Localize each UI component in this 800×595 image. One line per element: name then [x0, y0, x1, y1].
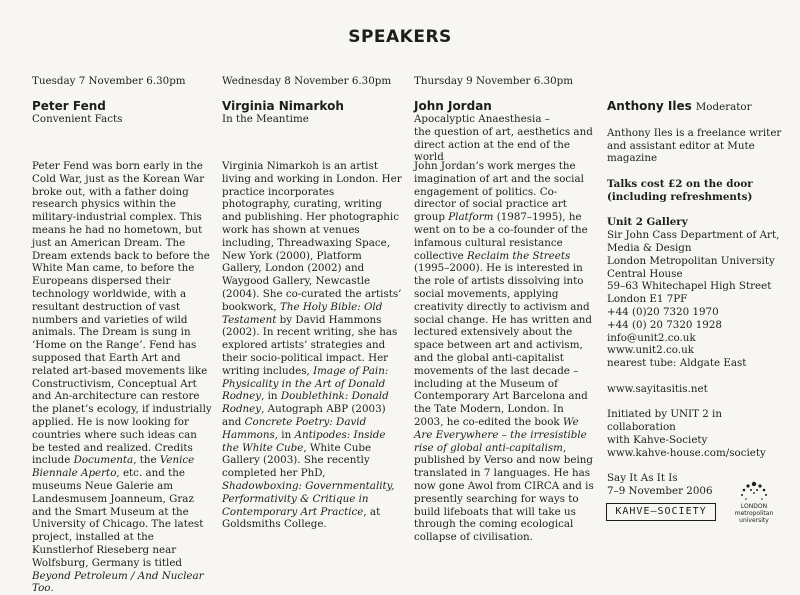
bio-paragraph [222, 160, 402, 531]
speaker-bio [222, 160, 402, 531]
ticket-cost [607, 178, 792, 204]
website-link[interactable]: www.sayitasitis.net [607, 382, 708, 395]
bio-text: . [50, 582, 54, 595]
moderator-desc [607, 127, 792, 165]
text-line: 59–63 Whitechapel High Street [607, 280, 772, 293]
bio-text: John Jordan’s work merges the imagination of art and the social engagement of politics. Co-director of social practice art group [414, 160, 584, 224]
bio-text: , at Goldsmiths College. [222, 505, 381, 531]
text-line: nearest tube: Aldgate East [607, 357, 747, 370]
lmu-dots-icon [724, 481, 784, 505]
text-line: Anthony Iles is a freelance writer [607, 126, 782, 139]
text-line: info@unit2.co.uk [607, 331, 696, 344]
text-line: the question of art, aesthetics and [414, 125, 593, 138]
bio-text: (1987–1995), he went on to be a co-founder of the infamous cultural resistance collective [414, 211, 588, 262]
speaker-column [32, 75, 212, 595]
text-line: Convenient Facts [32, 113, 123, 125]
text-line: London E1 7PF [607, 293, 688, 306]
bio-text: , in [274, 428, 295, 441]
talk-date: Tuesday 7 November 6.30pm [32, 75, 186, 87]
page-title: SPEAKERS [348, 27, 452, 47]
italic-title: Doublethink: Donald Rodney [222, 390, 389, 416]
text-line: 7–9 November 2006 [607, 485, 713, 498]
italic-title: The Holy Bible: Old Testament [222, 300, 383, 326]
lmu-logo-text [724, 503, 784, 524]
text-line: www.unit2.co.uk [607, 344, 694, 357]
text-line: www.kahve-house.com/society [607, 446, 766, 459]
bio-paragraph [414, 160, 594, 544]
italic-title: Shadowboxing: Governmentality, Performativity & Critique in Contemporary Art Practice [222, 479, 395, 518]
text-line: and assistant editor at Mute magazine [607, 139, 755, 165]
text-line: direct action at the end of the world [414, 138, 570, 164]
bio-text: , White Cube Gallery (2003). She recently completed her PhD, [222, 441, 372, 480]
text-line: London Metropolitan University [607, 254, 775, 267]
lmu-logo [724, 481, 784, 523]
bio-paragraph [32, 160, 212, 595]
bio-text: Virginia Nimarkoh is an artist living and working in London. Her practice incorporates photography, curating, writing and publishing. Her photographic work has shown at venues including, Threadwaxing Space, New York (2000), Platform Gallery, London (2002) and Waygood Gallery, Newcastle (2004). She co-curated the artists’ bookwork, [222, 160, 402, 313]
initiated-by [607, 408, 792, 459]
text-line: Central House [607, 267, 683, 280]
moderator-name [607, 99, 792, 114]
bio-text: , in [261, 390, 281, 403]
text-line: metropolitan [734, 510, 774, 517]
italic-title: We Are Everywhere – the irresistible rise of global anti-capitalism [414, 415, 587, 454]
italic-title: Venice Biennale Aperto [32, 454, 195, 480]
italic-title: Concrete Poetry: David Hammons [222, 415, 367, 441]
italic-title: Platform [448, 211, 494, 224]
italic-title: Antipodes: Inside the White Cube [222, 428, 386, 454]
venue-details [607, 229, 792, 370]
text-line: Sir John Cass Department of Art, [607, 229, 780, 242]
info-column [607, 75, 792, 498]
talk-title [32, 113, 212, 126]
speaker-column [414, 75, 594, 544]
text-line: Talks cost £2 on the door [607, 177, 753, 190]
text-line: Initiated by UNIT 2 in collaboration [607, 408, 722, 434]
bio-text: Peter Fend was born early in the Cold War, just as the Korean War broke out, with a father doing research physics within the military-industrial complex. This means he had no hometown, but just an American Dream. The Dream extends back to before the White Man came, to before the Europeans dispersed their technology worldwide, with a resultant destruction of vast numbers and varieties of wild animals. The Dream is sung in ‘Home on the Range’. Fend has supposed that Earth Art and related art-based movements like Constructivism, Conceptual Art and An-architecture can restore the planet’s ecology, if industrially applied. He is now looking for countries where such ideas can be tested and realized. Credits include [32, 160, 212, 467]
speaker-name: Virginia Nimarkoh [222, 99, 344, 113]
venue-title: Unit 2 Gallery [607, 216, 688, 229]
text-line: (including refreshments) [607, 190, 753, 203]
talk-date: Wednesday 8 November 6.30pm [222, 75, 392, 87]
text-line: Media & Design [607, 241, 692, 254]
moderator-role: Moderator [695, 101, 752, 113]
text-line: Apocalyptic Anaesthesia – [414, 113, 550, 125]
text-line: with Kahve-Society [607, 433, 708, 446]
speaker-name: John Jordan [414, 99, 492, 113]
bio-text: , the [133, 454, 160, 467]
italic-title: Image of Pain: Physicality in the Art of Donald Rodney [222, 364, 389, 403]
italic-title: Beyond Petroleum / And Nuclear Too [32, 569, 204, 595]
text-line: LONDON [740, 503, 768, 510]
speaker-bio [32, 160, 212, 595]
bio-text: (1995–2000). He is interested in the role of artists dissolving into social movements, applying creativity directly to activism and social change. He has written and lectured extensively about the space between art and activism, and the global anti-capitalist movements of the last decade – including at the Museum of Contemporary Art Barcelona and the Tate Modern, London. In 2003, he co-edited the book [414, 262, 592, 428]
bio-text: , Autograph ABP (2003) and [222, 403, 386, 428]
text-line: +44 (0)20 7320 1970 [607, 305, 719, 318]
text-line: +44 (0) 20 7320 1928 [607, 318, 722, 331]
kahve-society-logo: KAHVE–SOCIETY [606, 503, 716, 521]
italic-title: Documenta [73, 454, 134, 467]
bio-text: by David Hammons (2002). In recent writing, she has explored artists’ strategies and their socio-political impact. Her writing includes, [222, 313, 398, 377]
italic-title: Reclaim the Streets [467, 249, 571, 262]
text-line: In the Meantime [222, 113, 309, 125]
talk-date: Thursday 9 November 6.30pm [414, 75, 574, 87]
talk-title [414, 113, 594, 164]
bio-text: , published by Verso and now being translated in 7 languages. He has now gone Awol from CIRCA and is presently searching for ways to build lifeboats that will take us through the coming ecological collapse of civilisation. [414, 441, 594, 544]
speaker-name: Peter Fend [32, 99, 106, 113]
talk-title [222, 113, 402, 126]
text-line: Say It As It Is [607, 472, 678, 485]
bio-text: , etc. and the museums Neue Galerie am Landesmusem Joanneum, Graz and the Smart Museum at the University of Chicago. The latest project, installed at the Kunstlerhof Rieseberg near Wolfsburg, Germany is titled [32, 467, 204, 569]
speaker-bio [414, 160, 594, 544]
speaker-column [222, 75, 402, 531]
moderator-name-text: Anthony Iles [607, 99, 692, 113]
text-line: university [739, 517, 769, 524]
